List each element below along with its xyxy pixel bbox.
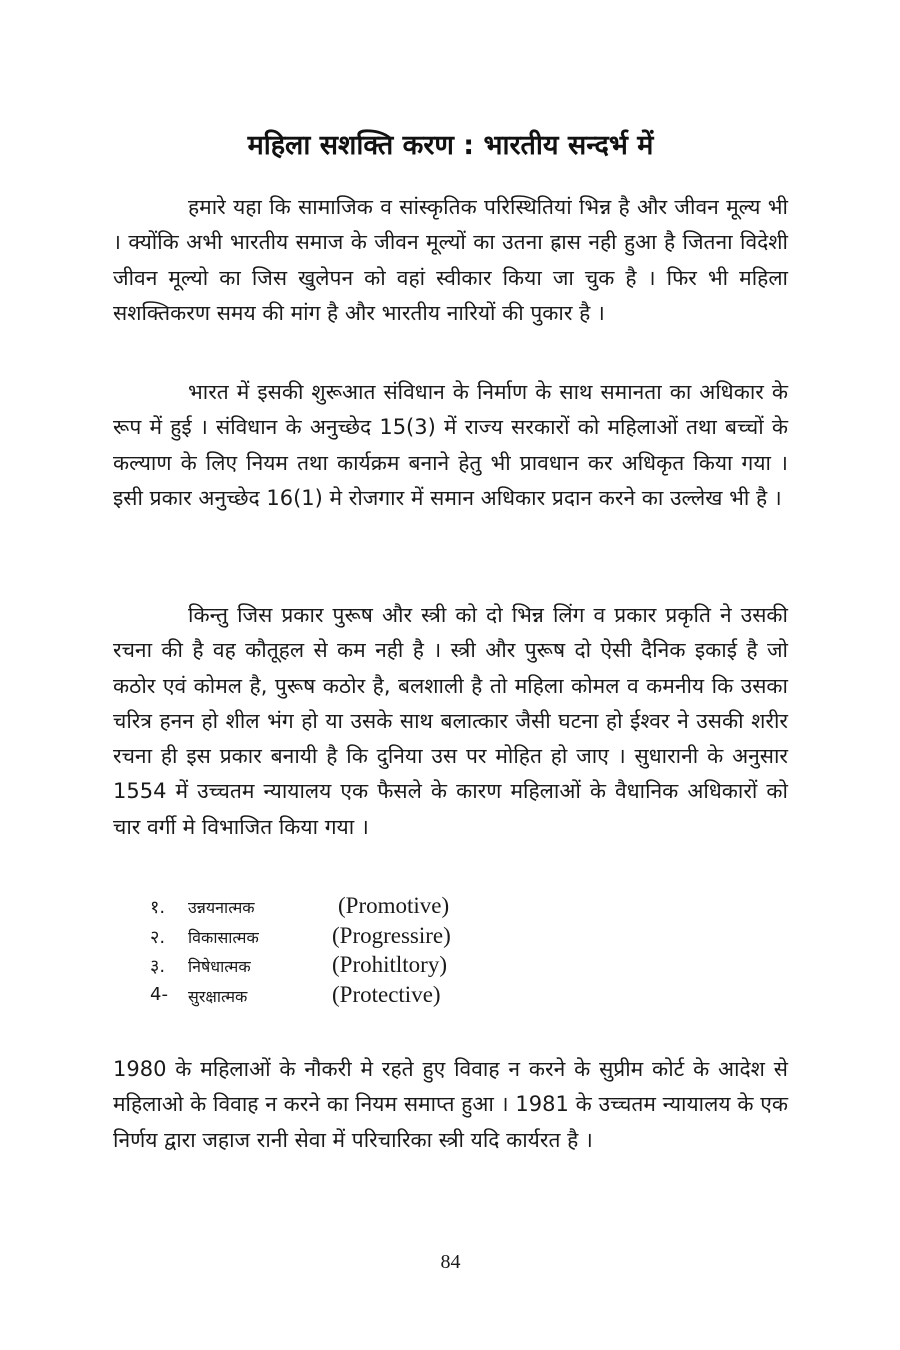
list-item: [150, 893, 650, 923]
list-item-english: (Promotive): [338, 893, 450, 918]
list-item-english: (Prohitltory): [332, 952, 447, 978]
paragraph-2: भारत में इसकी शुरूआत संविधान के निर्माण के साथ समानता का अधिकार के रूप में हुई । संविधान के अनुच्छेद 15(3) में राज्य सरकारों को महिलाओं तथा बच्चों के कल्याण के लिए नियम तथा कार्यक्रम बनाने हेतु भी प्रावधान कर अधिकृत किया गया । इसी प्रकार अनुच्छेद 16(1) मे रोजगार में समान अधिकार प्रदान करने का उल्लेख भी है ।: [113, 380, 788, 510]
list-item-number: २.: [150, 926, 166, 948]
list-item-hindi: निषेधात्मक: [188, 957, 251, 977]
paragraph-1: हमारे यहा कि सामाजिक व सांस्कृतिक परिस्थितियां भिन्न है और जीवन मूल्य भी । क्योंकि अभी भारतीय समाज के जीवन मूल्यों का उतना ह्रास नही हुआ है जितना विदेशी जीवन मूल्यो का जिस खुलेपन को वहां स्वीकार किया जा चुक है । फिर भी महिला सशक्तिकरण समय की मांग है और भारतीय नारियों की पुकार है ।: [113, 195, 788, 325]
list-item: [150, 923, 650, 953]
page-number: 84: [440, 1251, 461, 1273]
list-item-english: (Progressire): [332, 922, 451, 948]
list-item-hindi: सुरक्षात्मक: [188, 987, 248, 1007]
list-item-number: ३.: [150, 956, 166, 978]
paragraph-3: किन्तु जिस प्रकार पुरूष और स्त्री को दो भिन्न लिंग व प्रकार प्रकृति ने उसकी रचना की है वह कौतूहल से कम नही है । स्त्री और पुरूष दो ऐसी दैनिक इकाई है जो कठोर एवं कोमल है, पुरूष कठोर है, बलशाली है तो महिला कोमल व कमनीय कि उसका चरित्र हनन हो शील भंग हो या उसके साथ बलात्कार जैसी घटना हो ईश्वर ने उसकी शरीर रचना ही इस प्रकार बनायी है कि दुनिया उस पर मोहित हो जाए । सुधारानी के अनुसार 1554 में उच्चतम न्यायालय एक फैसले के कारण महिलाओं के वैधानिक अधिकारों को चार वर्गी मे विभाजित किया गया ।: [113, 603, 788, 839]
page-title: महिला सशक्ति करण : भारतीय सन्दर्भ में: [247, 130, 654, 161]
closing-paragraph: 1980 के महिलाओं के नौकरी मे रहते हुए विवाह न करने के सुप्रीम कोर्ट के आदेश से महिलाओ के विवाह न करने का नियम समाप्त हुआ । 1981 के उच्चतम न्यायालय के एक निर्णय द्वारा जहाज रानी सेवा में परिचारिका स्त्री यदि कार्यरत है ।: [113, 1057, 788, 1152]
list-item-english: (Protective): [332, 982, 441, 1008]
list-item-number: १.: [150, 897, 166, 918]
list-item-number: 4-: [150, 984, 168, 1006]
list-item-hindi: उन्नयनात्मक: [188, 898, 255, 917]
list-item: [150, 952, 650, 982]
list-item-hindi: विकासात्मक: [188, 927, 259, 947]
rights-list: [150, 893, 650, 1012]
list-item: [150, 982, 650, 1012]
